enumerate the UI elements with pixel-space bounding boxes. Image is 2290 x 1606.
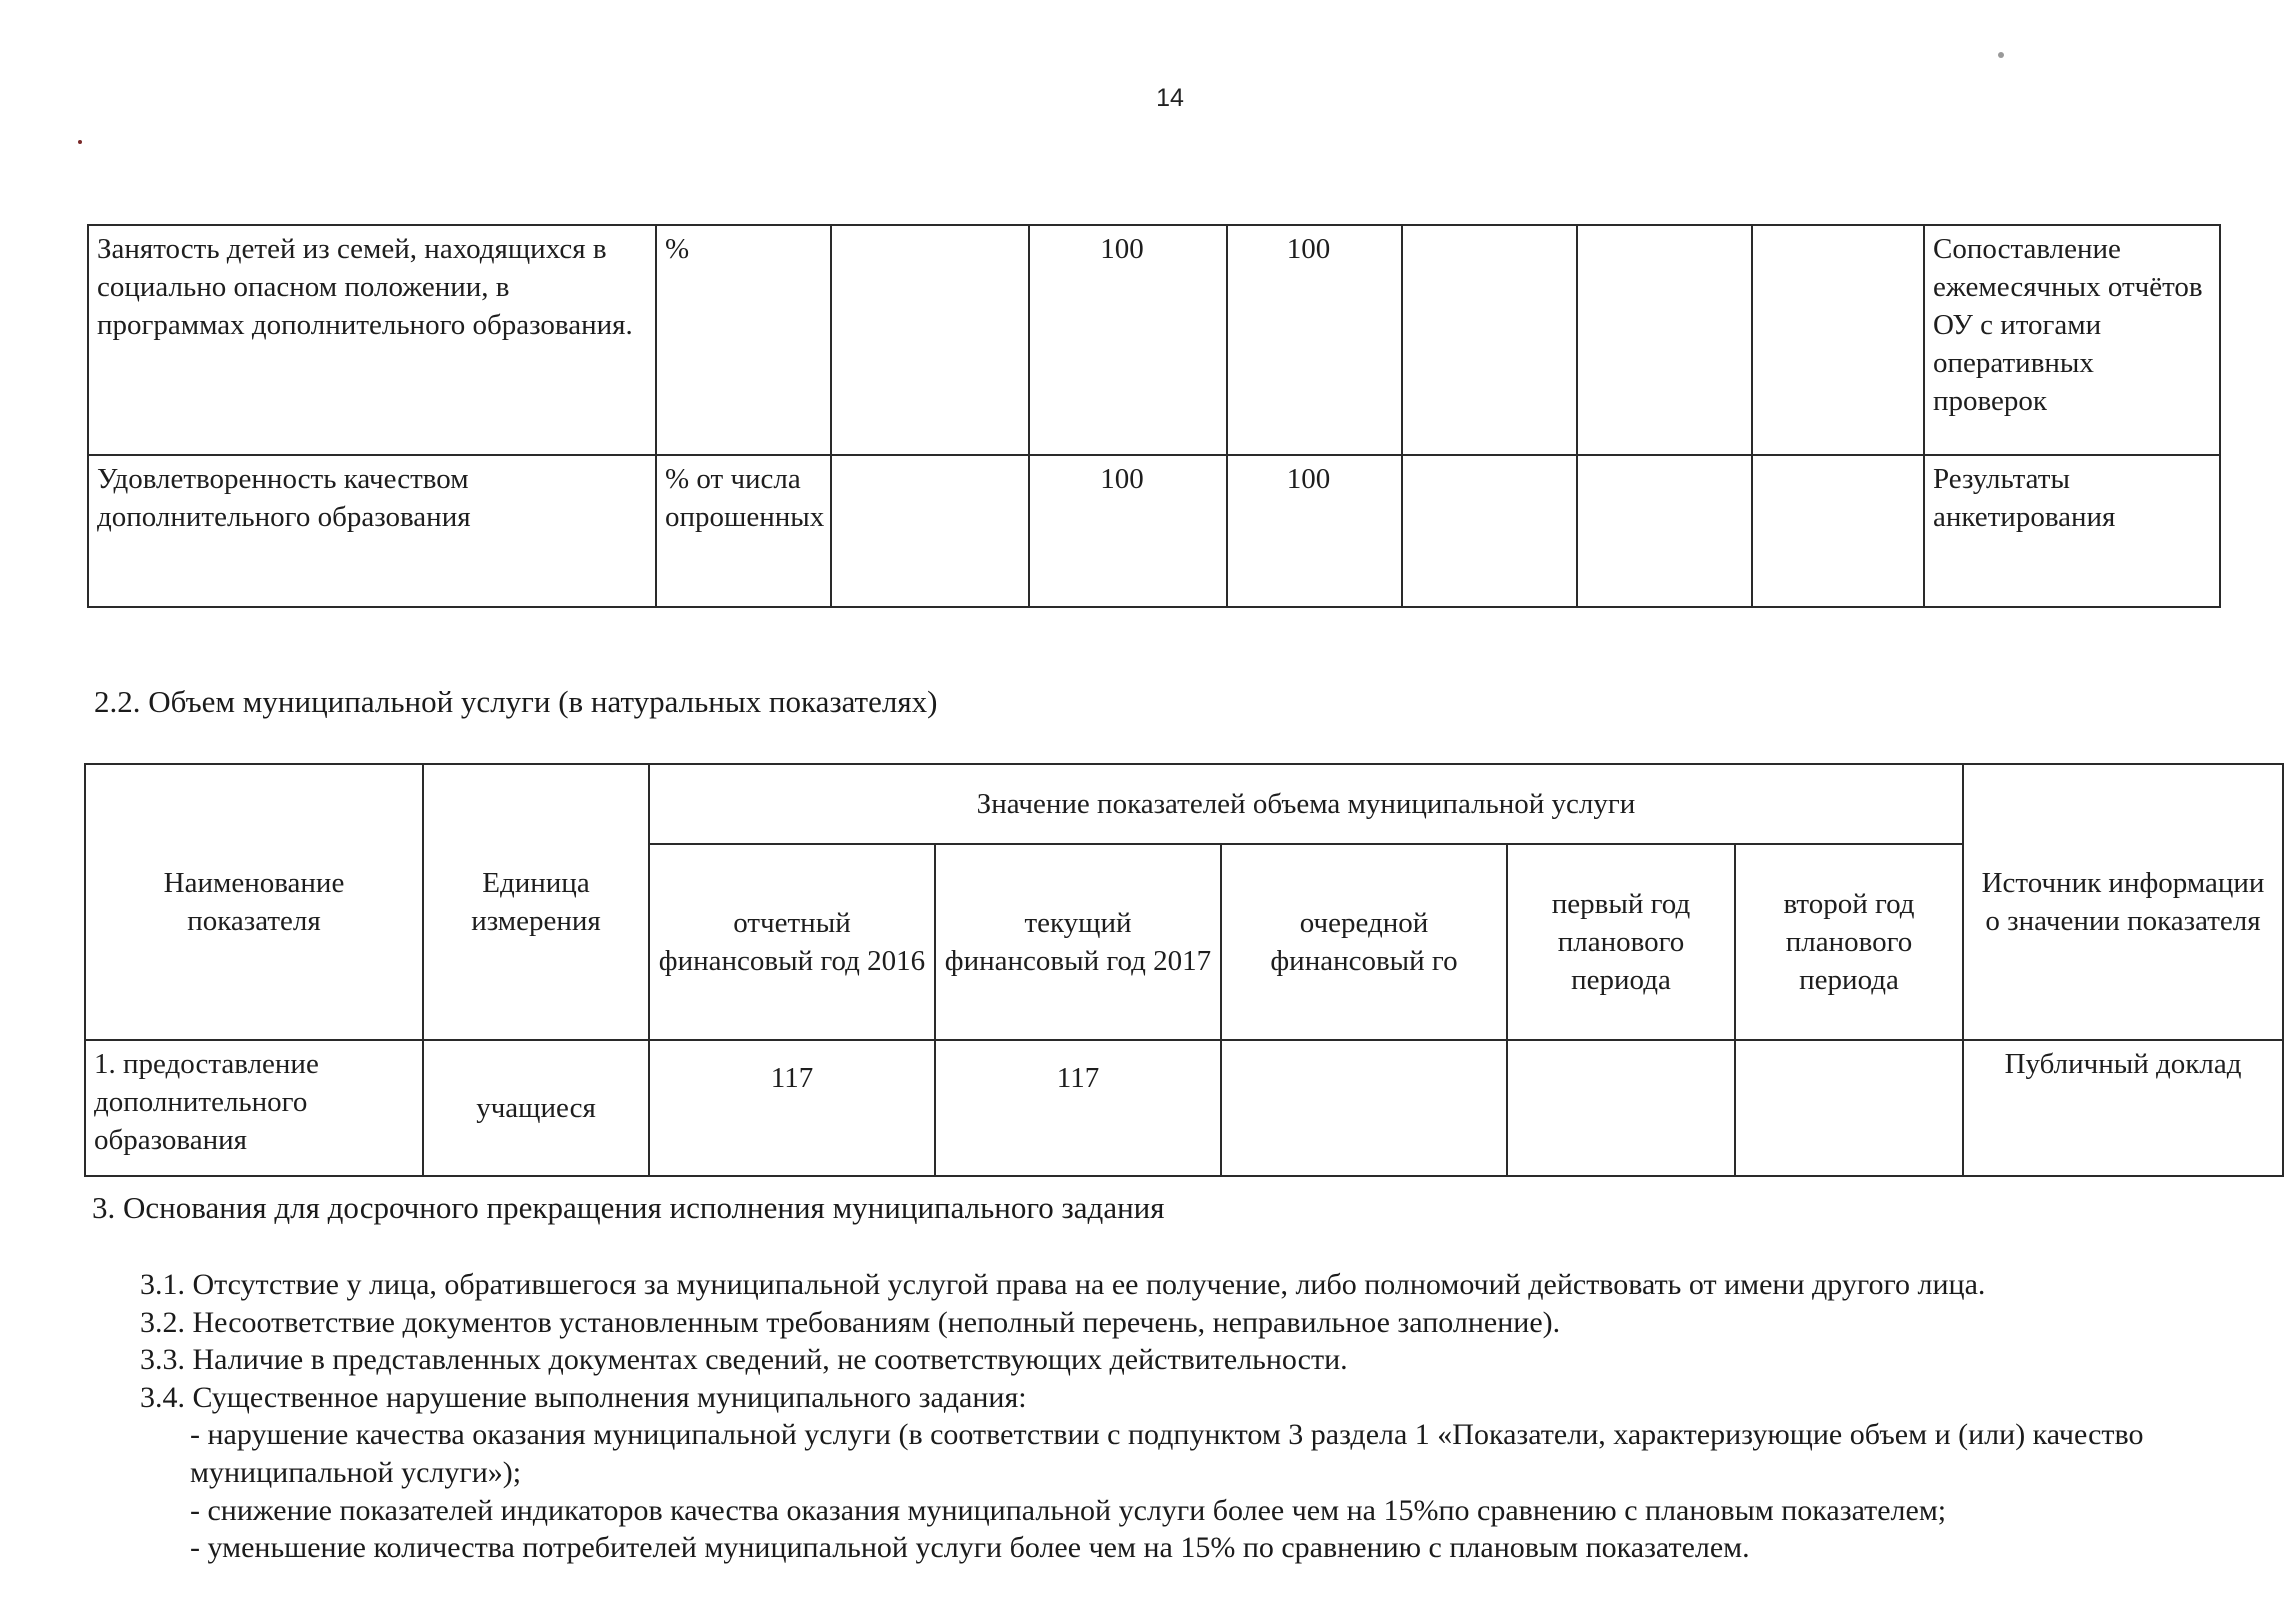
service-unit: учащиеся — [423, 1040, 649, 1176]
table-cell — [1577, 225, 1752, 455]
service-source: Публичный доклад — [1963, 1040, 2283, 1176]
list-item: 3.2. Несоответствие документов установленным требованиям (неполный перечень, неправильное заполнение). — [140, 1305, 1561, 1339]
table-header-row — [85, 764, 2283, 844]
reporting-value: 100 — [1029, 225, 1227, 455]
header-unit: Единица измерения — [423, 764, 649, 1040]
table-cell — [831, 455, 1029, 607]
scan-speck — [78, 140, 82, 144]
quality-indicators-table — [87, 224, 2221, 608]
reporting-value: 100 — [1029, 455, 1227, 607]
section-2-2-heading: 2.2. Объем муниципальной услуги (в натуральных показателях) — [94, 684, 938, 719]
page-number: 14 — [1156, 84, 1184, 112]
indicator-source: Результаты анкетирования — [1924, 455, 2220, 607]
table-cell — [831, 225, 1029, 455]
sub-list-item: - нарушение качества оказания муниципальной услуги (в соответствии с подпунктом 3 раздела 1 «Показатели, характеризующие объем и (или) качество муниципальной услуги»); — [190, 1418, 2144, 1489]
section-3-heading: 3. Основания для досрочного прекращения исполнения муниципального задания — [92, 1190, 1165, 1225]
header-values-group: Значение показателей объема муниципальной услуги — [649, 764, 1963, 844]
table-cell — [1577, 455, 1752, 607]
list-item: 3.1. Отсутствие у лица, обратившегося за муниципальной услугой права на ее получение, либо полномочий действовать от имени другого лица. — [140, 1268, 1986, 1301]
table-row — [85, 1040, 2283, 1176]
indicator-name: Занятость детей из семей, находящихся в социально опасном положении, в программах дополнительного образования. — [88, 225, 656, 455]
plan1-value — [1507, 1040, 1735, 1176]
service-name: 1. предоставление дополнительного образования — [85, 1040, 423, 1176]
header-plan-year-1: первый год планового периода — [1507, 844, 1735, 1040]
table-cell — [1402, 225, 1577, 455]
scan-speck — [1998, 52, 2004, 58]
indicator-name: Удовлетворенность качеством дополнительного образования — [88, 455, 656, 607]
header-current-year: текущий финансовый год 2017 — [935, 844, 1221, 1040]
indicator-unit: % от числа опрошенных — [656, 455, 831, 607]
sub-list-item: - снижение показателей индикаторов качества оказания муниципальной услуги более чем на 15%по сравнению с плановым показателем; — [190, 1493, 1947, 1527]
header-plan-year-2: второй год планового периода — [1735, 844, 1963, 1040]
table-cell — [1752, 225, 1924, 455]
volume-indicators-table — [84, 763, 2284, 1177]
sub-list-item: - уменьшение количества потребителей муниципальной услуги более чем на 15% по сравнению с плановым показателем. — [190, 1531, 1750, 1565]
table-cell — [1752, 455, 1924, 607]
indicator-unit: % — [656, 225, 831, 455]
header-source: Источник информации о значении показателя — [1963, 764, 2283, 1040]
indicator-source: Сопоставление ежемесячных отчётов ОУ с итогами оперативных проверок — [1924, 225, 2220, 455]
table-row — [88, 225, 2220, 455]
termination-grounds-list — [140, 1266, 2260, 1567]
next-value — [1221, 1040, 1507, 1176]
header-next-year: очередной финансовый го — [1221, 844, 1507, 1040]
list-item: 3.3. Наличие в представленных документах сведений, не соответствующих действительности. — [140, 1343, 1348, 1377]
reporting-value: 117 — [649, 1040, 935, 1176]
current-value: 117 — [935, 1040, 1221, 1176]
header-name: Наименование показателя — [85, 764, 423, 1040]
list-item: 3.4. Существенное нарушение выполнения муниципального задания: — [140, 1380, 1027, 1414]
current-value: 100 — [1227, 225, 1402, 455]
current-value: 100 — [1227, 455, 1402, 607]
header-reporting-year: отчетный финансовый год 2016 — [649, 844, 935, 1040]
plan2-value — [1735, 1040, 1963, 1176]
table-row — [88, 455, 2220, 607]
table-cell — [1402, 455, 1577, 607]
